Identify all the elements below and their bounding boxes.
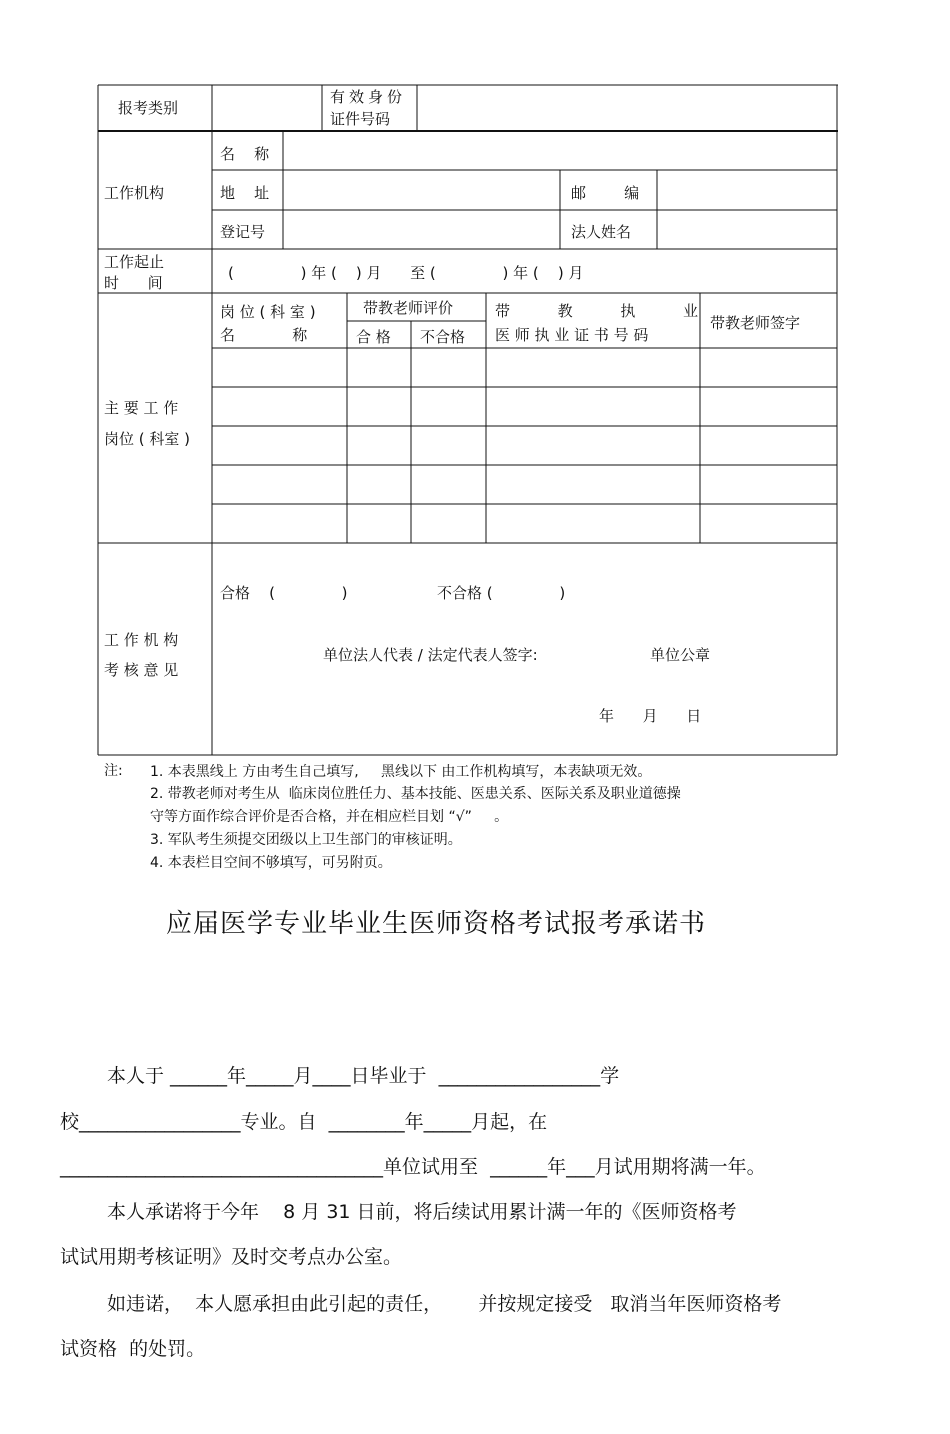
posts-label-line2: 岗位 ( 科室 ) — [104, 430, 191, 448]
pledge-line-2: 校_________________专业。自 ________年_____月起，在 — [60, 1111, 548, 1133]
col-post-line1: 岗 位 ( 科 室 ) — [220, 303, 316, 321]
period-value: ( ) 年 ( ) 月 至 ( ) 年 ( ) 月 — [228, 264, 584, 282]
address-label: 地 址 — [220, 184, 270, 202]
rep-signature-label: 单位法人代表 / 法定代表人签字: — [323, 646, 538, 664]
notes-prefix: 注: — [104, 763, 123, 779]
pledge-line-5: 试试用期考核证明》及时交考点办公室。 — [60, 1246, 403, 1268]
pledge-line-3: __________________________________单位试用至 ______年___月试用期将满一年。 — [60, 1156, 766, 1178]
col-pass: 合 格 — [356, 328, 391, 346]
col-cert-line1: 带 教 执 业 — [495, 302, 699, 320]
reg-label: 登记号 — [220, 223, 266, 241]
pledge-line-6: 如违诺， 本人愿承担由此引起的责任， 并按规定接受 取消当年医师资格考 — [107, 1293, 782, 1315]
legal-name-label: 法人姓名 — [571, 223, 632, 241]
col-cert-line2: 医 师 执 业 证 书 号 码 — [495, 326, 649, 344]
review-fail: 不合格 ( ) — [437, 584, 566, 602]
postcode-label: 邮 编 — [571, 184, 640, 202]
id-label-line2: 证件号码 — [330, 110, 391, 128]
posts-label-line1: 主 要 工 作 — [104, 399, 179, 417]
pledge-line-1: 本人于 ______年_____月____日毕业于 _________________学 — [107, 1065, 620, 1087]
category-label: 报考类别 — [118, 99, 179, 117]
period-label-line2: 时 间 — [104, 274, 163, 292]
note-2b: 守等方面作综合评价是否合格，并在相应栏目划 “√” 。 — [150, 809, 509, 825]
note-4: 4. 本表栏目空间不够填写，可另附页。 — [150, 855, 392, 871]
note-1: 1. 本表黑线上 方由考生自己填写, 黑线以下 由工作机构填写，本表缺项无效。 — [150, 764, 652, 780]
review-label-line1: 工 作 机 构 — [104, 631, 179, 649]
col-fail: 不合格 — [420, 328, 466, 346]
pledge-title: 应届医学专业毕业生医师资格考试报考承诺书 — [166, 909, 707, 939]
review-date: 年 月 日 — [599, 707, 702, 725]
unit-seal-label: 单位公章 — [650, 646, 711, 664]
name-label: 名 称 — [220, 145, 270, 163]
pledge-line-4: 本人承诺将于今年 8 月 31 日前，将后续试用累计满一年的《医师资格考 — [107, 1201, 737, 1223]
review-pass: 合格 ( ) — [220, 584, 348, 602]
col-post-line2: 名 称 — [220, 326, 308, 344]
note-3: 3. 军队考生须提交团级以上卫生部门的审核证明。 — [150, 832, 462, 848]
id-label-line1: 有效身份 — [330, 88, 407, 106]
col-eval: 带教老师评价 — [363, 299, 454, 317]
col-sign: 带教老师签字 — [710, 314, 801, 332]
review-label-line2: 考 核 意 见 — [104, 661, 179, 679]
institution-label: 工作机构 — [104, 184, 165, 202]
pledge-line-7: 试资格 的处罚。 — [60, 1338, 206, 1360]
period-label-line1: 工作起止 — [104, 253, 165, 271]
note-2a: 2. 带教老师对考生从 临床岗位胜任力、基本技能、医患关系、医际关系及职业道德操 — [150, 786, 681, 802]
